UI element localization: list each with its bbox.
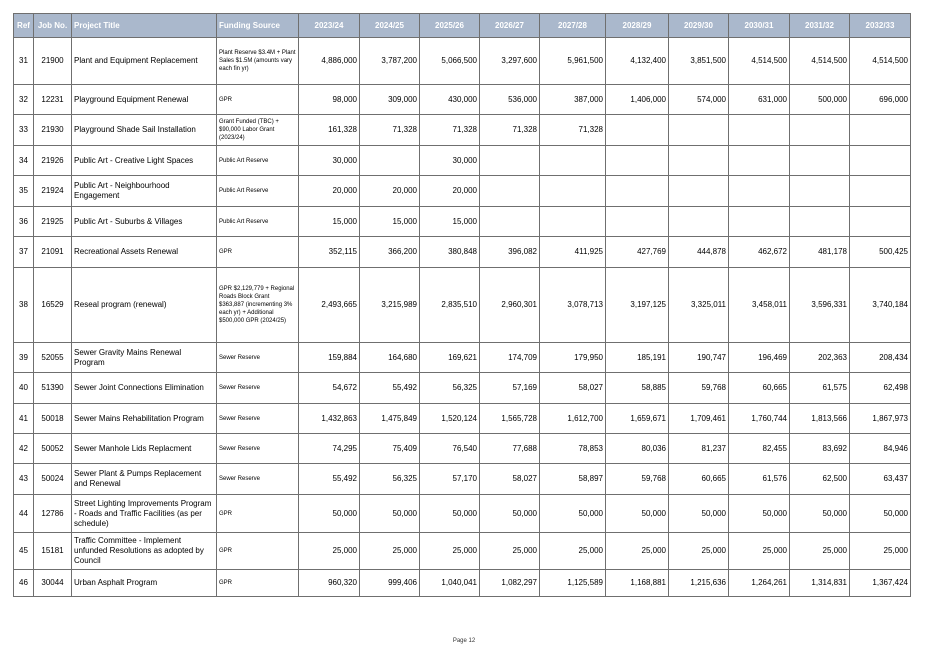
amount-cell: 5,961,500 [540,38,606,85]
job-no-cell: 15181 [34,533,72,570]
project-title-cell: Street Lighting Improvements Program - Roads and Traffic Facilities (as per schedule) [72,495,217,533]
amount-cell: 4,132,400 [606,38,669,85]
amount-cell: 1,125,589 [540,570,606,597]
table-row [14,404,911,434]
amount-cell: 387,000 [540,85,606,115]
amount-cell: 174,709 [480,343,540,373]
ref-cell: 41 [14,404,34,434]
amount-cell: 61,575 [790,373,850,404]
amount-cell: 62,498 [850,373,911,404]
amount-cell: 98,000 [299,85,360,115]
amount-cell: 80,036 [606,434,669,464]
table-row [14,434,911,464]
amount-cell: 25,000 [850,533,911,570]
project-title-cell: Sewer Manhole Lids Replacment [72,434,217,464]
amount-cell: 960,320 [299,570,360,597]
amount-cell [850,176,911,207]
ref-cell: 32 [14,85,34,115]
amount-cell: 15,000 [299,207,360,237]
job-no-cell: 16529 [34,268,72,343]
col-header-2024-25: 2024/25 [360,14,420,38]
amount-cell: 462,672 [729,237,790,268]
table-row [14,464,911,495]
funding-source-cell: Sewer Reserve [217,343,299,373]
ref-cell: 34 [14,146,34,176]
amount-cell [669,207,729,237]
amount-cell: 54,672 [299,373,360,404]
amount-cell: 55,492 [360,373,420,404]
amount-cell: 25,000 [420,533,480,570]
table-row [14,207,911,237]
amount-cell: 3,215,989 [360,268,420,343]
col-header-2030-31: 2030/31 [729,14,790,38]
amount-cell: 202,363 [790,343,850,373]
amount-cell [729,207,790,237]
funding-source-cell: GPR [217,570,299,597]
amount-cell: 20,000 [420,176,480,207]
amount-cell [790,146,850,176]
amount-cell: 500,000 [790,85,850,115]
amount-cell: 161,328 [299,115,360,146]
amount-cell: 3,297,600 [480,38,540,85]
amount-cell: 1,760,744 [729,404,790,434]
amount-cell: 481,178 [790,237,850,268]
job-no-cell: 51390 [34,373,72,404]
amount-cell: 1,565,728 [480,404,540,434]
amount-cell: 430,000 [420,85,480,115]
amount-cell: 1,867,973 [850,404,911,434]
col-header-2029-30: 2029/30 [669,14,729,38]
ref-cell: 37 [14,237,34,268]
amount-cell: 1,612,700 [540,404,606,434]
amount-cell: 60,665 [729,373,790,404]
amount-cell: 50,000 [729,495,790,533]
col-header-2026-27: 2026/27 [480,14,540,38]
amount-cell: 81,237 [669,434,729,464]
col-header-2032-33: 2032/33 [850,14,911,38]
amount-cell [540,176,606,207]
amount-cell [540,146,606,176]
amount-cell: 59,768 [606,464,669,495]
amount-cell: 396,082 [480,237,540,268]
col-header-ref: Ref [14,14,34,38]
amount-cell [669,115,729,146]
job-no-cell: 21091 [34,237,72,268]
table-row [14,373,911,404]
amount-cell: 56,325 [360,464,420,495]
amount-cell: 696,000 [850,85,911,115]
amount-cell: 55,492 [299,464,360,495]
amount-cell: 76,540 [420,434,480,464]
amount-cell: 20,000 [299,176,360,207]
amount-cell: 1,432,863 [299,404,360,434]
amount-cell: 1,168,881 [606,570,669,597]
col-header-project-title: Project Title [72,14,217,38]
funding-source-cell: Sewer Reserve [217,373,299,404]
amount-cell [729,176,790,207]
amount-cell: 58,885 [606,373,669,404]
amount-cell: 15,000 [420,207,480,237]
funding-source-cell: GPR [217,85,299,115]
amount-cell: 185,191 [606,343,669,373]
amount-cell: 196,469 [729,343,790,373]
amount-cell: 631,000 [729,85,790,115]
amount-cell: 164,680 [360,343,420,373]
project-title-cell: Playground Shade Sail Installation [72,115,217,146]
amount-cell: 5,066,500 [420,38,480,85]
amount-cell [480,146,540,176]
funding-source-cell: GPR [217,495,299,533]
amount-cell: 25,000 [606,533,669,570]
funding-source-cell: Sewer Reserve [217,434,299,464]
ref-cell: 38 [14,268,34,343]
ref-cell: 42 [14,434,34,464]
amount-cell: 208,434 [850,343,911,373]
funding-source-cell: Plant Reserve $3.4M + Plant Sales $1.5M (amounts vary each fin yr) [217,38,299,85]
ref-cell: 43 [14,464,34,495]
col-header-2028-29: 2028/29 [606,14,669,38]
job-no-cell: 12786 [34,495,72,533]
amount-cell [480,207,540,237]
amount-cell [790,115,850,146]
funding-source-cell: Public Art Reserve [217,207,299,237]
amount-cell: 500,425 [850,237,911,268]
table-row [14,268,911,343]
amount-cell: 2,960,301 [480,268,540,343]
amount-cell: 84,946 [850,434,911,464]
amount-cell: 50,000 [540,495,606,533]
col-header-2025-26: 2025/26 [420,14,480,38]
amount-cell: 78,853 [540,434,606,464]
amount-cell: 3,458,011 [729,268,790,343]
project-title-cell: Recreational Assets Renewal [72,237,217,268]
amount-cell: 61,576 [729,464,790,495]
amount-cell: 30,000 [420,146,480,176]
table-row [14,495,911,533]
amount-cell [540,207,606,237]
job-no-cell: 21930 [34,115,72,146]
project-title-cell: Sewer Plant & Pumps Replacement and Renewal [72,464,217,495]
project-title-cell: Playground Equipment Renewal [72,85,217,115]
amount-cell [729,146,790,176]
amount-cell: 1,367,424 [850,570,911,597]
amount-cell [360,146,420,176]
funding-source-cell: Sewer Reserve [217,464,299,495]
amount-cell: 1,406,000 [606,85,669,115]
amount-cell: 4,514,500 [850,38,911,85]
amount-cell: 352,115 [299,237,360,268]
header-row [14,14,911,38]
job-no-cell: 21926 [34,146,72,176]
amount-cell: 25,000 [669,533,729,570]
amount-cell: 179,950 [540,343,606,373]
amount-cell: 62,500 [790,464,850,495]
job-no-cell: 50024 [34,464,72,495]
amount-cell: 1,813,566 [790,404,850,434]
project-title-cell: Public Art - Creative Light Spaces [72,146,217,176]
job-no-cell: 52055 [34,343,72,373]
ref-cell: 40 [14,373,34,404]
amount-cell: 536,000 [480,85,540,115]
table-row [14,570,911,597]
amount-cell: 1,709,461 [669,404,729,434]
job-no-cell: 50052 [34,434,72,464]
amount-cell: 3,740,184 [850,268,911,343]
funding-source-cell: GPR [217,533,299,570]
amount-cell: 411,925 [540,237,606,268]
amount-cell: 57,169 [480,373,540,404]
amount-cell: 50,000 [360,495,420,533]
amount-cell: 58,027 [540,373,606,404]
amount-cell: 25,000 [480,533,540,570]
amount-cell [790,176,850,207]
amount-cell: 82,455 [729,434,790,464]
amount-cell: 77,688 [480,434,540,464]
ref-cell: 45 [14,533,34,570]
project-title-cell: Traffic Committee - Implement unfunded Resolutions as adopted by Council [72,533,217,570]
amount-cell: 83,692 [790,434,850,464]
project-title-cell: Sewer Gravity Mains Renewal Program [72,343,217,373]
amount-cell: 50,000 [299,495,360,533]
job-no-cell: 21925 [34,207,72,237]
amount-cell [669,176,729,207]
funding-source-cell: Public Art Reserve [217,176,299,207]
job-no-cell: 21900 [34,38,72,85]
job-no-cell: 21924 [34,176,72,207]
table-row [14,533,911,570]
amount-cell: 50,000 [480,495,540,533]
amount-cell [850,207,911,237]
amount-cell: 59,768 [669,373,729,404]
col-header-2027-28: 2027/28 [540,14,606,38]
amount-cell: 2,835,510 [420,268,480,343]
project-title-cell: Reseal program (renewal) [72,268,217,343]
ref-cell: 33 [14,115,34,146]
project-title-cell: Sewer Joint Connections Elimination [72,373,217,404]
amount-cell: 20,000 [360,176,420,207]
amount-cell: 25,000 [790,533,850,570]
table-row [14,115,911,146]
amount-cell: 63,437 [850,464,911,495]
amount-cell: 1,475,849 [360,404,420,434]
funding-source-cell: Grant Funded (TBC) + $90,000 Labor Grant (2023/24) [217,115,299,146]
amount-cell: 3,197,125 [606,268,669,343]
table-row [14,38,911,85]
amount-cell: 74,295 [299,434,360,464]
amount-cell: 60,665 [669,464,729,495]
project-title-cell: Public Art - Suburbs & Villages [72,207,217,237]
amount-cell: 366,200 [360,237,420,268]
amount-cell [790,207,850,237]
amount-cell: 4,514,500 [790,38,850,85]
amount-cell [606,115,669,146]
project-title-cell: Sewer Mains Rehabilitation Program [72,404,217,434]
amount-cell: 15,000 [360,207,420,237]
amount-cell [850,115,911,146]
ref-cell: 44 [14,495,34,533]
table-row [14,343,911,373]
amount-cell [480,176,540,207]
amount-cell: 3,325,011 [669,268,729,343]
amount-cell: 58,897 [540,464,606,495]
funding-source-cell: Sewer Reserve [217,404,299,434]
amount-cell: 71,328 [540,115,606,146]
table-row [14,146,911,176]
amount-cell: 1,520,124 [420,404,480,434]
ref-cell: 35 [14,176,34,207]
amount-cell: 3,851,500 [669,38,729,85]
amount-cell: 2,493,665 [299,268,360,343]
job-no-cell: 12231 [34,85,72,115]
capital-works-table [13,13,911,597]
amount-cell: 50,000 [850,495,911,533]
amount-cell [850,146,911,176]
amount-cell: 427,769 [606,237,669,268]
col-header-2023-24: 2023/24 [299,14,360,38]
amount-cell: 4,886,000 [299,38,360,85]
project-title-cell: Plant and Equipment Replacement [72,38,217,85]
amount-cell [606,146,669,176]
amount-cell: 3,078,713 [540,268,606,343]
amount-cell: 50,000 [420,495,480,533]
amount-cell: 50,000 [606,495,669,533]
amount-cell: 71,328 [480,115,540,146]
amount-cell: 1,082,297 [480,570,540,597]
amount-cell: 1,264,261 [729,570,790,597]
table-row [14,176,911,207]
amount-cell: 4,514,500 [729,38,790,85]
amount-cell: 159,884 [299,343,360,373]
amount-cell: 30,000 [299,146,360,176]
amount-cell: 1,215,636 [669,570,729,597]
table-row [14,237,911,268]
amount-cell: 999,406 [360,570,420,597]
amount-cell: 71,328 [360,115,420,146]
funding-source-cell: GPR $2,129,779 + Regional Roads Block Grant $363,887 (incrementing 3% each yr) + Additional $500,000 GPR (2024/25) [217,268,299,343]
col-header-funding-source: Funding Source [217,14,299,38]
ref-cell: 36 [14,207,34,237]
amount-cell: 25,000 [540,533,606,570]
ref-cell: 46 [14,570,34,597]
amount-cell [606,207,669,237]
amount-cell [669,146,729,176]
amount-cell: 444,878 [669,237,729,268]
amount-cell: 50,000 [790,495,850,533]
amount-cell [606,176,669,207]
amount-cell: 1,314,831 [790,570,850,597]
amount-cell: 3,596,331 [790,268,850,343]
amount-cell: 309,000 [360,85,420,115]
job-no-cell: 30044 [34,570,72,597]
project-title-cell: Urban Asphalt Program [72,570,217,597]
amount-cell: 3,787,200 [360,38,420,85]
amount-cell: 1,040,041 [420,570,480,597]
col-header-job-no: Job No. [34,14,72,38]
project-title-cell: Public Art - Neighbourhood Engagement [72,176,217,207]
amount-cell: 380,848 [420,237,480,268]
job-no-cell: 50018 [34,404,72,434]
amount-cell: 50,000 [669,495,729,533]
amount-cell: 57,170 [420,464,480,495]
amount-cell: 25,000 [360,533,420,570]
ref-cell: 39 [14,343,34,373]
amount-cell: 56,325 [420,373,480,404]
col-header-2031-32: 2031/32 [790,14,850,38]
funding-source-cell: GPR [217,237,299,268]
amount-cell: 25,000 [729,533,790,570]
table-row [14,85,911,115]
amount-cell: 71,328 [420,115,480,146]
amount-cell [729,115,790,146]
amount-cell: 25,000 [299,533,360,570]
amount-cell: 58,027 [480,464,540,495]
amount-cell: 574,000 [669,85,729,115]
amount-cell: 169,621 [420,343,480,373]
amount-cell: 190,747 [669,343,729,373]
ref-cell: 31 [14,38,34,85]
page-number: Page 12 [452,638,476,644]
amount-cell: 75,409 [360,434,420,464]
funding-source-cell: Public Art Reserve [217,146,299,176]
amount-cell: 1,659,671 [606,404,669,434]
